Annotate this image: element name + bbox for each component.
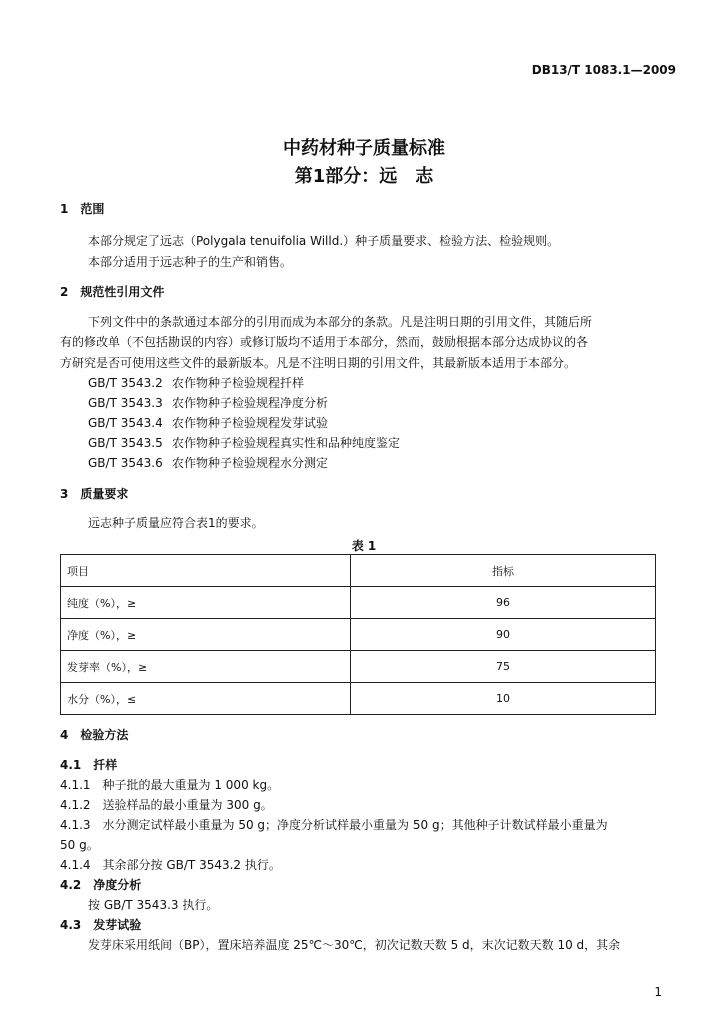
subsection-4-3-heading: 4.3 发芽试验 — [60, 918, 142, 932]
reference-item — [88, 374, 304, 391]
reference-item — [88, 414, 328, 431]
section-3-heading: 3 质量要求 — [60, 487, 129, 501]
section-1-heading: 1 范围 — [60, 202, 105, 216]
section-2-heading: 2 规范性引用文件 — [60, 285, 165, 299]
reference-name: 农作物种子检验规程净度分析 — [172, 396, 329, 410]
document-subtitle: 第1部分：远 志 — [294, 166, 434, 187]
reference-name: 农作物种子检验规程水分测定 — [172, 456, 329, 470]
section-1-paragraph-2: 本部分适用于远志种子的生产和销售。 — [88, 255, 293, 269]
reference-code: GB/T 3543.4 — [88, 416, 163, 430]
section-4-heading: 4 检验方法 — [60, 728, 129, 742]
section-3-paragraph: 远志种子质量应符合表1的要求。 — [88, 516, 264, 530]
reference-code: GB/T 3543.6 — [88, 456, 163, 470]
reference-code: GB/T 3543.3 — [88, 396, 163, 410]
table-row — [61, 651, 656, 683]
clause-4-1-1: 4.1.1 种子批的最大重量为 1 000 kg。 — [60, 778, 280, 792]
table-row — [61, 587, 656, 619]
subsection-4-2-heading: 4.2 净度分析 — [60, 878, 142, 892]
reference-code: GB/T 3543.2 — [88, 376, 163, 390]
subsection-4-3-text: 发芽床采用纸间（BP），置床培养温度 25℃～30℃，初次记数天数 5 d，末次记数天数 10 d，其余 — [88, 938, 621, 952]
reference-item — [88, 454, 328, 471]
reference-name: 农作物种子检验规程扦样 — [172, 376, 305, 390]
clause-4-1-3-continued: 50 g。 — [60, 838, 99, 852]
section-2-line-1: 下列文件中的条款通过本部分的引用而成为本部分的条款。凡是注明日期的引用文件，其随后所 — [88, 315, 593, 329]
page-number: 1 — [654, 985, 662, 999]
section-2-line-3: 方研究是否可使用这些文件的最新版本。凡是不注明日期的引用文件，其最新版本适用于本部分。 — [60, 356, 577, 370]
standard-code: DB13/T 1083.1—2009 — [531, 63, 676, 77]
table-row — [61, 683, 656, 715]
table-header-row — [61, 555, 656, 587]
clause-4-1-4: 4.1.4 其余部分按 GB/T 3543.2 执行。 — [60, 858, 281, 872]
table-cell-item: 纯度（%），≥ — [61, 587, 351, 619]
table-cell-value: 90 — [351, 619, 656, 651]
subsection-4-1-heading: 4.1 扦样 — [60, 758, 118, 772]
table-header-item: 项目 — [61, 555, 351, 587]
table-caption: 表 1 — [351, 539, 377, 553]
section-2-line-2: 有的修改单（不包括勘误的内容）或修订版均不适用于本部分，然而，鼓励根据本部分达成协议的各 — [60, 335, 589, 349]
table-cell-item: 水分（%），≤ — [61, 683, 351, 715]
reference-item — [88, 394, 328, 411]
table-cell-item: 发芽率（%），≥ — [61, 651, 351, 683]
document-title: 中药材种子质量标准 — [283, 138, 445, 159]
reference-item — [88, 434, 400, 451]
clause-4-1-3: 4.1.3 水分测定试样最小重量为 50 g；净度分析试样最小重量为 50 g；其他种子计数试样最小重量为 — [60, 818, 608, 832]
table-cell-value: 75 — [351, 651, 656, 683]
table-cell-item: 净度（%），≥ — [61, 619, 351, 651]
reference-name: 农作物种子检验规程真实性和品种纯度鉴定 — [172, 436, 401, 450]
table-cell-value: 10 — [351, 683, 656, 715]
reference-name: 农作物种子检验规程发芽试验 — [172, 416, 329, 430]
table-header-value: 指标 — [351, 555, 656, 587]
quality-table — [60, 554, 656, 715]
reference-code: GB/T 3543.5 — [88, 436, 163, 450]
section-1-paragraph-1: 本部分规定了远志（Polygala tenuifolia Willd.）种子质量要求、检验方法、检验规则。 — [88, 234, 560, 248]
subsection-4-2-text: 按 GB/T 3543.3 执行。 — [88, 898, 219, 912]
table-cell-value: 96 — [351, 587, 656, 619]
table-row — [61, 619, 656, 651]
clause-4-1-2: 4.1.2 送验样品的最小重量为 300 g。 — [60, 798, 273, 812]
